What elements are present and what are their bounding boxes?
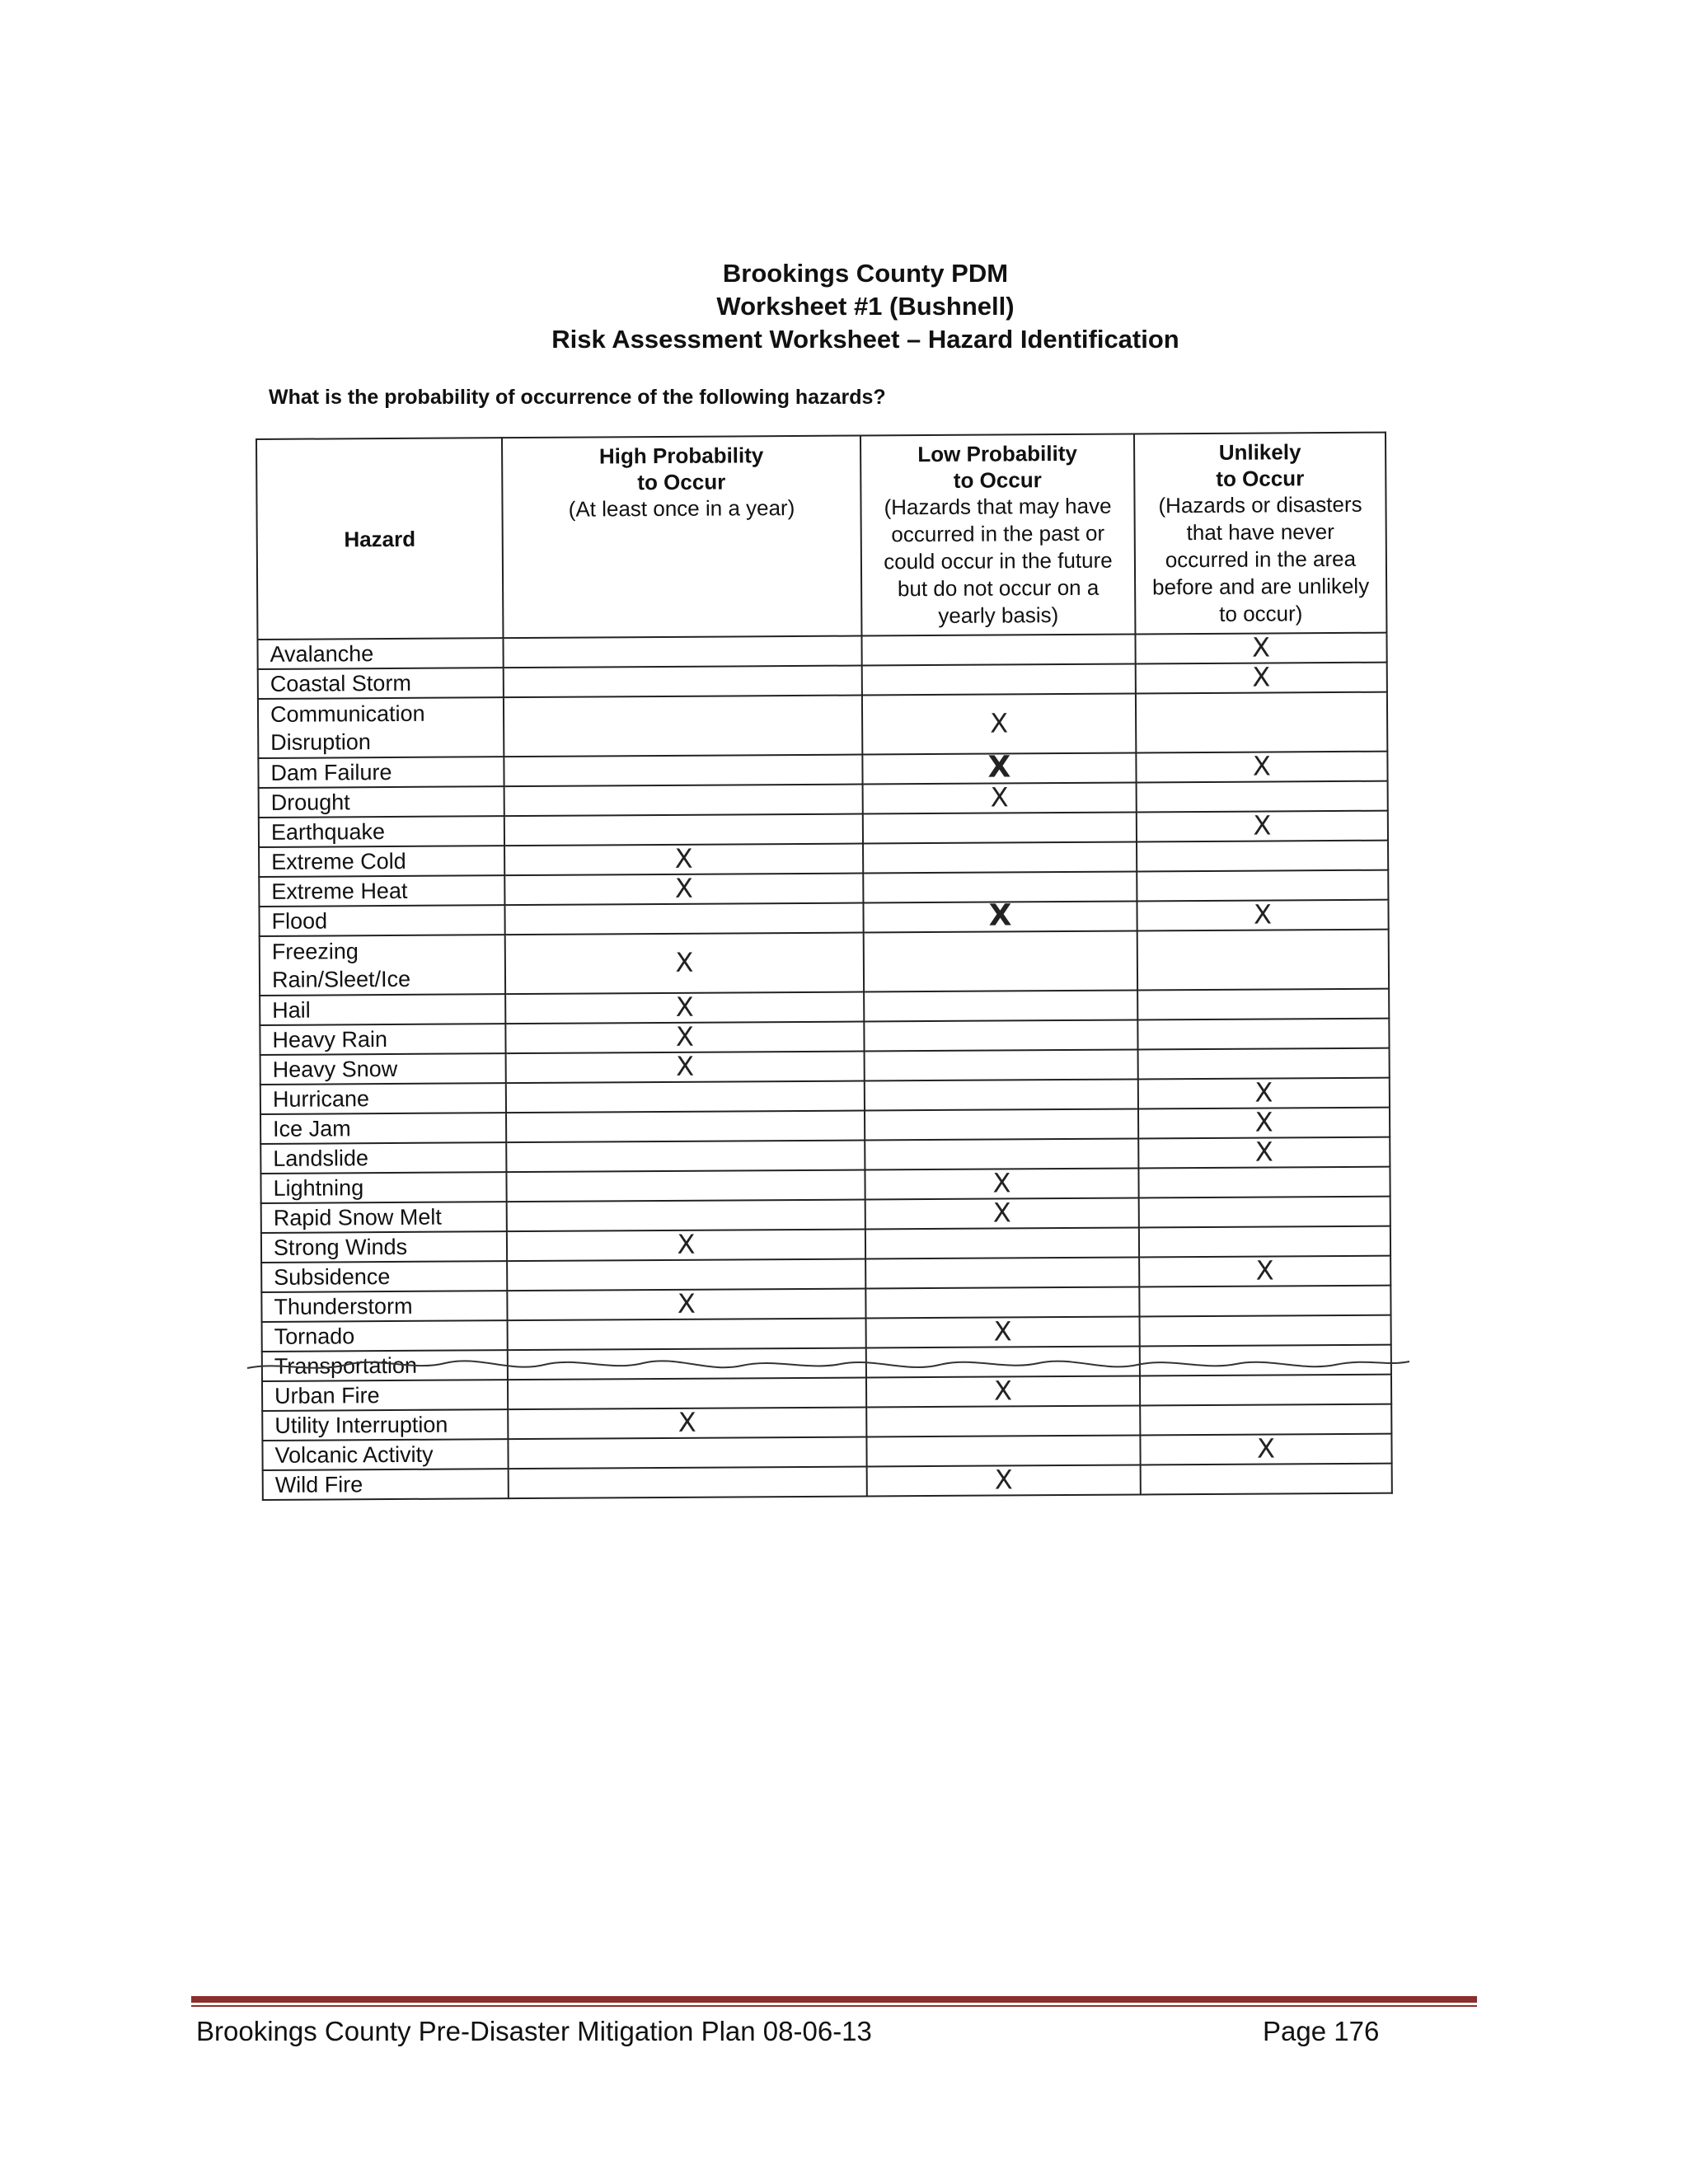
hazard-name: Heavy Snow (260, 1053, 506, 1085)
unlikely-title-2: to Occur (1216, 466, 1305, 491)
hazard-name: Coastal Storm (258, 668, 504, 699)
cell-unlikely (1140, 1434, 1391, 1465)
checkmark-x-icon: X (1253, 898, 1273, 930)
checkmark-x-icon: X (675, 1020, 695, 1052)
unlikely-title-1: Unlikely (1218, 439, 1301, 465)
hazard-name: Extreme Heat (259, 875, 504, 907)
cell-low (863, 812, 1137, 843)
unlikely-desc: (Hazards or disasters that have never occurred in the area before and are unlikely to occur) (1151, 491, 1370, 626)
hazard-name: Extreme Cold (259, 846, 504, 877)
cell-unlikely (1137, 989, 1389, 1020)
cell-high (504, 844, 863, 876)
title-line-2: Worksheet #1 (Bushnell) (716, 292, 1015, 321)
low-desc: (Hazards that may have occurred in the past or could occur in the future but do not occur on a yearly basis) (884, 493, 1113, 628)
hazard-name: Freezing Rain/Sleet/Ice (260, 935, 505, 996)
cell-unlikely (1141, 1464, 1392, 1495)
cell-low (863, 841, 1137, 873)
high-probability-header (502, 436, 861, 639)
cell-high (503, 636, 861, 668)
cell-low (865, 1079, 1138, 1110)
cell-high (508, 1318, 866, 1350)
table-header-row (256, 433, 1386, 640)
cell-unlikely (1136, 663, 1387, 694)
cell-unlikely (1136, 692, 1387, 753)
cell-low (861, 634, 1135, 665)
cell-high (507, 1199, 865, 1231)
cell-high (504, 903, 863, 935)
hazard-name: Volcanic Activity (262, 1439, 508, 1470)
cell-low (865, 1257, 1139, 1288)
cell-unlikely (1139, 1256, 1390, 1287)
hazard-name: Urban Fire (262, 1380, 508, 1411)
transportation-strikeout-scribble (247, 1358, 1409, 1375)
checkmark-x-icon: X (990, 781, 1009, 813)
cell-unlikely (1136, 752, 1387, 783)
cell-low (865, 1138, 1138, 1169)
cell-unlikely (1137, 841, 1388, 872)
cell-high (506, 1111, 865, 1143)
cell-high (508, 1436, 866, 1469)
checkmark-x-icon: X (1254, 1076, 1273, 1108)
hazard-name: Transportation (262, 1350, 508, 1381)
cell-high (508, 1377, 866, 1409)
checkmark-x-icon: X (1256, 1432, 1276, 1465)
checkmark-x-icon: X (675, 946, 694, 978)
cell-low (863, 782, 1137, 813)
hazard-name: Tornado (262, 1320, 508, 1352)
footer-rule (191, 1996, 1477, 2003)
table-row (258, 692, 1387, 758)
checkmark-x-icon: X (678, 1406, 696, 1438)
question-text: What is the probability of occurrence of the following hazards? (269, 386, 886, 409)
checkmark-x-icon: X (1254, 1136, 1273, 1168)
low-probability-header (860, 434, 1135, 635)
cell-high (504, 814, 863, 846)
cell-unlikely (1138, 1108, 1390, 1139)
cell-high (505, 992, 864, 1024)
cell-unlikely (1137, 930, 1389, 991)
cell-low (864, 990, 1137, 1021)
hazard-name: Heavy Rain (260, 1024, 505, 1055)
footer-plan-title: Brookings County Pre-Disaster Mitigation Plan 08-06-13 (196, 2016, 872, 2046)
title-line-1: Brookings County PDM (722, 259, 1009, 288)
cell-high (509, 1466, 867, 1498)
hazard-name: Hurricane (260, 1083, 506, 1114)
checkmark-x-icon: X (677, 1287, 696, 1319)
cell-high (505, 1022, 864, 1054)
high-title-1: High Probability (598, 443, 764, 469)
checkmark-x-icon: X (677, 1228, 696, 1260)
checkmark-x-icon: X (1252, 750, 1272, 782)
hazard-name: Subsidence (261, 1261, 507, 1292)
checkmark-x-icon: X (675, 991, 694, 1023)
hazard-name: Drought (259, 786, 504, 818)
title-line-3: Risk Assessment Worksheet – Hazard Identification (551, 325, 1179, 354)
cell-high (506, 1141, 865, 1173)
cell-low (863, 898, 1137, 933)
cell-low (865, 1286, 1139, 1318)
cell-unlikely (1140, 1404, 1391, 1436)
cell-low (865, 1168, 1138, 1199)
cell-high (508, 1407, 866, 1439)
cell-high (506, 1081, 865, 1113)
cell-low (865, 1197, 1139, 1229)
hazard-name: Flood (259, 905, 504, 936)
hazard-name: Wild Fire (263, 1469, 509, 1500)
hazard-name: Ice Jam (260, 1113, 506, 1144)
cell-low (864, 930, 1137, 991)
checkmark-x-icon: X (1251, 631, 1271, 663)
cell-high (507, 1288, 865, 1320)
low-title-2: to Occur (953, 467, 1042, 493)
hazard-name: Strong Winds (261, 1231, 507, 1263)
cell-unlikely (1139, 1226, 1390, 1258)
checkmark-x-icon: X (1252, 661, 1271, 693)
cell-unlikely (1140, 1375, 1391, 1406)
cell-high (504, 874, 863, 906)
hazard-name: Rapid Snow Melt (261, 1202, 507, 1233)
cell-high (504, 755, 862, 787)
worksheet (256, 432, 1391, 1501)
cell-unlikely (1137, 781, 1388, 813)
cell-unlikely (1139, 1286, 1390, 1317)
checkmark-x-icon: X (1253, 809, 1272, 841)
hazard-name: Lightning (260, 1172, 506, 1203)
cell-high (504, 785, 863, 817)
table-row (263, 1464, 1392, 1500)
hazard-name: Earthquake (259, 816, 504, 847)
checkmark-x-icon: X (992, 1167, 1011, 1199)
checkmark-x-icon: X (1255, 1254, 1274, 1286)
cell-low (866, 1405, 1140, 1436)
unlikely-header (1134, 433, 1386, 635)
footer-rule-thin (191, 2005, 1477, 2007)
hazard-name: Thunderstorm (261, 1291, 507, 1322)
checkmark-x-icon: X (1254, 1106, 1273, 1138)
hazard-name: Communication Disruption (258, 697, 504, 758)
hazard-name: Hail (260, 994, 505, 1025)
checkmark-x-icon: X (990, 707, 1009, 739)
cell-low (865, 1227, 1139, 1258)
cell-high (507, 1229, 865, 1261)
table-row (260, 930, 1389, 996)
cell-low (864, 1019, 1137, 1051)
cell-high (506, 1169, 865, 1202)
cell-low (862, 752, 1136, 784)
cell-unlikely (1137, 811, 1388, 842)
cell-unlikely (1140, 1315, 1391, 1347)
cell-unlikely (1138, 1137, 1390, 1169)
cell-low (866, 1316, 1140, 1347)
cell-unlikely (1138, 1167, 1390, 1198)
hazard-name: Utility Interruption (262, 1409, 508, 1441)
cell-low (867, 1465, 1141, 1496)
cell-unlikely (1137, 1019, 1389, 1050)
checkmark-x-icon: X (992, 1197, 1011, 1229)
checkmark-x-icon: X (676, 1050, 695, 1082)
hazard-column-header: Hazard (256, 438, 503, 640)
checkmark-x-icon: X (987, 750, 1011, 785)
hazard-name: Landslide (260, 1142, 506, 1174)
cell-low (862, 663, 1136, 695)
hazard-table (256, 432, 1393, 1501)
cell-low (866, 1435, 1140, 1466)
cell-high (506, 1052, 865, 1084)
high-title-2: to Occur (637, 469, 726, 495)
cell-high (505, 933, 864, 995)
cell-low (862, 693, 1136, 754)
footer-page-number: Page 176 (1263, 2016, 1380, 2046)
cell-low (865, 1108, 1138, 1140)
cell-high (504, 696, 862, 757)
cell-unlikely (1135, 633, 1386, 664)
cell-high (507, 1258, 865, 1291)
checkmark-x-icon: X (988, 898, 1012, 933)
cell-low (866, 1376, 1140, 1407)
checkmark-x-icon: X (993, 1375, 1013, 1407)
hazard-name: Dam Failure (258, 757, 504, 788)
cell-unlikely (1139, 1197, 1390, 1228)
cell-low (865, 1049, 1138, 1080)
high-desc: (At least once in a year) (568, 495, 795, 522)
checkmark-x-icon: X (994, 1464, 1013, 1496)
cell-unlikely (1138, 1048, 1390, 1080)
cell-unlikely (1137, 900, 1388, 931)
checkmark-x-icon: X (674, 842, 693, 874)
low-title-1: Low Probability (917, 440, 1078, 467)
document-titles (247, 257, 1484, 356)
cell-unlikely (1138, 1078, 1390, 1109)
checkmark-x-icon: X (674, 872, 693, 904)
checkmark-x-icon: X (993, 1315, 1012, 1347)
hazard-name: Avalanche (257, 638, 503, 669)
cell-high (504, 666, 862, 698)
cell-unlikely (1137, 870, 1388, 902)
